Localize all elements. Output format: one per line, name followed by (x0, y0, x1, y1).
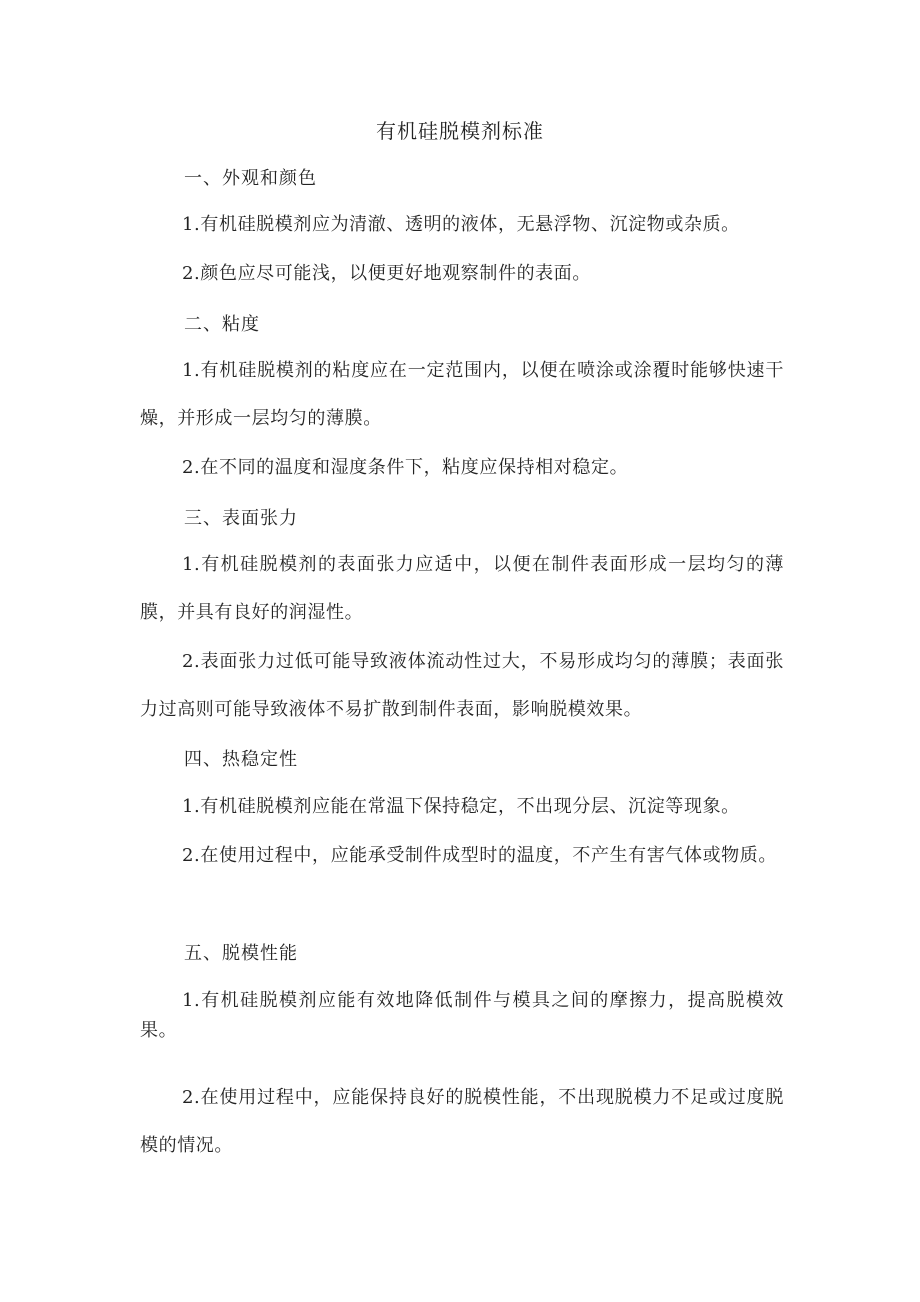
paragraph-viscosity-1: 1.有机硅脱模剂的粘度应在一定范围内，以便在喷涂或涂覆时能够快速干燥，并形成一层均匀的薄膜。 (140, 360, 784, 429)
paragraph-viscosity-2: 2.在不同的温度和湿度条件下，粘度应保持相对稳定。 (182, 457, 629, 478)
section-heading-appearance: 一、外观和颜色 (184, 168, 317, 189)
paragraph-appearance-2: 2.颜色应尽可能浅，以便更好地观察制件的表面。 (182, 263, 591, 284)
paragraph-release-performance-1: 1.有机硅脱模剂应能有效地降低制件与模具之间的摩擦力，提高脱模效果。 (140, 990, 784, 1041)
paragraph-appearance-1: 1.有机硅脱模剂应为清澈、透明的液体，无悬浮物、沉淀物或杂质。 (182, 214, 740, 235)
paragraph-surface-tension-1: 1.有机硅脱模剂的表面张力应适中，以便在制件表面形成一层均匀的薄膜，并具有良好的润湿性。 (140, 554, 784, 623)
section-heading-release-performance: 五、脱模性能 (184, 943, 298, 964)
paragraph-thermal-stability-2: 2.在使用过程中，应能承受制件成型时的温度，不产生有害气体或物质。 (182, 845, 777, 866)
document-title: 有机硅脱模剂标准 (376, 119, 544, 143)
paragraph-surface-tension-2: 2.表面张力过低可能导致液体流动性过大，不易形成均匀的薄膜；表面张力过高则可能导致液体不易扩散到制件表面，影响脱模效果。 (140, 651, 784, 720)
section-heading-viscosity: 二、粘度 (184, 314, 260, 335)
paragraph-release-performance-2: 2.在使用过程中，应能保持良好的脱模性能，不出现脱模力不足或过度脱模的情况。 (140, 1087, 784, 1156)
paragraph-thermal-stability-1: 1.有机硅脱模剂应能在常温下保持稳定，不出现分层、沉淀等现象。 (182, 796, 740, 817)
section-heading-surface-tension: 三、表面张力 (184, 508, 298, 529)
section-heading-thermal-stability: 四、热稳定性 (184, 749, 298, 770)
